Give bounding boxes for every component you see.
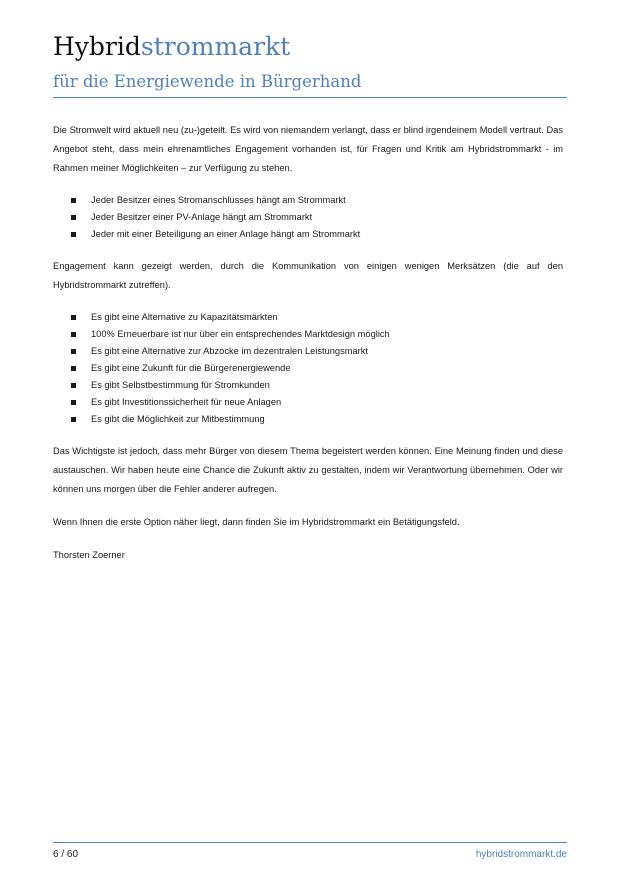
square-bullet-icon [71,400,76,405]
title-part-hybrid: Hybrid [53,32,141,61]
title-part-strommarkt: strommarkt [140,32,291,61]
footer-divider [53,842,567,843]
bullet-list-statements [53,309,563,428]
list-item [53,326,563,343]
document-body [53,121,563,579]
square-bullet-icon [71,349,76,354]
page-number: 6 / 60 [53,849,79,860]
list-item-text: Es gibt eine Alternative zu Kapazitätsmärkten [91,312,278,322]
important-paragraph: Das Wichtigste ist jedoch, dass mehr Bürger von diesem Thema begeistert werden können. Eine Meinung finden und diese austauschen. Wir haben heute eine Chance die Zukunft aktiv zu gestalten, indem wir Verantwortung übernehmen. Oder wir können uns morgen über die Fehler anderer aufregen. [53,446,563,494]
document-subtitle: für die Energiewende in Bürgerhand [53,72,362,91]
square-bullet-icon [71,315,76,320]
list-item-text: Es gibt eine Zukunft für die Bürgerenergiewende [91,363,291,373]
list-item [53,377,563,394]
square-bullet-icon [71,417,76,422]
square-bullet-icon [71,332,76,337]
square-bullet-icon [71,215,76,220]
square-bullet-icon [71,232,76,237]
list-item-text: Es gibt Selbstbestimmung für Stromkunden [91,380,270,390]
list-item-text: 100% Erneuerbare ist nur über ein entsprechendes Marktdesign möglich [91,329,390,339]
list-item-text: Jeder Besitzer eines Stromanschlusses hängt am Strommarkt [91,195,346,205]
list-item [53,192,563,209]
square-bullet-icon [71,383,76,388]
list-item [53,309,563,326]
list-item-text: Es gibt eine Alternative zur Abzocke im dezentralen Leistungsmarkt [91,346,368,356]
list-item [53,394,563,411]
list-item-text: Es gibt Investitionssicherheit für neue Anlagen [91,397,282,407]
list-item [53,411,563,428]
list-item [53,360,563,377]
option-paragraph: Wenn Ihnen die erste Option näher liegt, dann finden Sie im Hybridstrommarkt ein Betätigungsfeld. [53,517,460,527]
engagement-paragraph: Engagement kann gezeigt werden, durch die Kommunikation von einigen wenigen Merksätzen (die auf den Hybridstrommarkt zutreffen). [53,261,563,290]
intro-paragraph: Die Stromwelt wird aktuell neu (zu-)geteilt. Es wird von niemandem verlangt, dass er blind irgendeinem Modell vertraut. Das Angebot steht, dass mein ehrenamtliches Engagement vorhanden ist, für Fragen und Kritik am Hybridstrommarkt - im Rahmen meiner Möglichkeiten – zur Verfügung zu stehen. [53,125,563,173]
author-signature: Thorsten Zoerner [53,550,125,560]
list-item [53,226,563,243]
list-item [53,343,563,360]
bullet-list-owners [53,192,563,243]
title-divider [53,97,567,98]
list-item-text: Es gibt die Möglichkeit zur Mitbestimmung [91,414,265,424]
list-item-text: Jeder mit einer Beteiligung an einer Anlage hängt am Strommarkt [91,229,361,239]
list-item-text: Jeder Besitzer einer PV-Anlage hängt am Strommarkt [91,212,313,222]
footer-website: hybridstrommarkt.de [475,849,567,860]
document-title [53,30,290,64]
list-item [53,209,563,226]
square-bullet-icon [71,198,76,203]
square-bullet-icon [71,366,76,371]
